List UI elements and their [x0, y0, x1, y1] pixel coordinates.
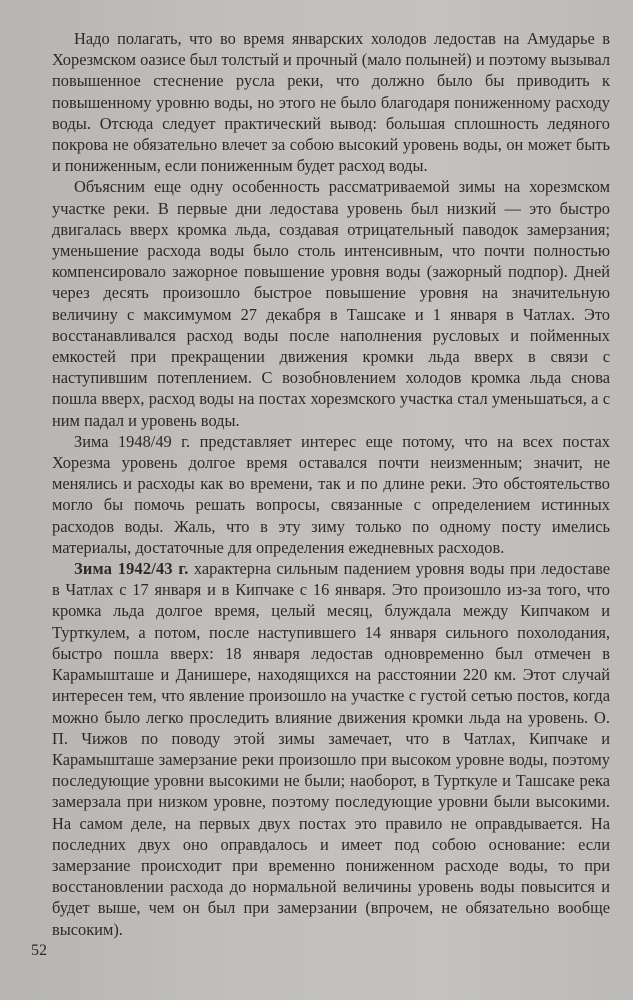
- paragraph-2: [52, 176, 610, 430]
- paragraph-1-text: Надо полагать, что во время январских холодов ледостав на Амударье в Хорезмском оазисе был толстый и прочный (мало полыней) и поэтому вызывал повышенное стеснение русла реки, что должно было бы приводить к повышенному уровню воды, но этого не было благодаря пониженному расходу воды. Отсюда следует практический вывод: большая сплошность ледяного покрова не обязательно влечет за собою высокий уровень воды, он может быть и пониженным, если пониженным будет расход воды.: [52, 29, 610, 176]
- paragraph-1: [52, 28, 610, 176]
- body-text: [52, 28, 610, 940]
- paragraph-3: [52, 431, 610, 558]
- paragraph-2-text: Объясним еще одну особенность рассматриваемой зимы на хорезмском участке реки. В первые дни ледостава уровень был низкий — это быстро двигалась вверх кромка льда, создавая отрицательный паводок замерзания; уменьшение расхода воды было столь интенсивным, что почти полностью компенсировало зажорное повышение уровня воды (зажорный подпор). Дней через десять произошло быстрое повышение уровня на значительную величину с максимумом 27 декабря в Ташсаке и 1 января в Чатлах. Это восстанавливался расход воды после наполнения русловых и пойменных емкостей при прекращении движения кромки льда вверх в связи с наступившим потеплением. С возобновлением холодов кромка льда снова пошла вверх, расход воды на постах хорезмского участка стал уменьшаться, а с ним падал и уровень воды.: [52, 177, 610, 430]
- paragraph-4-text: характерна сильным падением уровня воды при ледоставе в Чатлах с 17 января и в Кипчаке с 16 января. Это произошло из-за того, что кромка льда долгое время, целый месяц, блуждала между Кипчаком и Турткулем, а потом, после наступившего 14 января сильного похолодания, быстро пошла вверх: 18 января ледостав одновременно был отмечен в Карамышташе и Данишере, находящихся на расстоянии 220 км. Этот случай интересен тем, что явление произошло на участке с густой сетью постов, когда можно было легко проследить влияние движения кромки льда на уровень. О. П. Чижов по поводу этой зимы замечает, что в Чатлах, Кипчаке и Карамышташе замерзание реки произошло при высоком уровне воды, поэтому последующие уровни высокими не были; наоборот, в Турткуле и Ташсаке река замерзала при низком уровне, поэтому последующие уровни были высокими. На самом деле, на первых двух постах это правило не оправдывается. На последних двух оно оправдалось и имеет под собою основание: если замерзание происходит при временно пониженном расходе воды, то при восстановлении расхода до нормальной величины уровень воды повысится и будет выше, чем он был при замерзании (впрочем, не обязательно вообще высоким).: [52, 559, 610, 939]
- paragraph-4: [52, 558, 610, 940]
- paragraph-3-text: Зима 1948/49 г. представляет интерес еще потому, что на всех постах Хорезма уровень долгое время оставался почти неизменным; значит, не менялись и расходы как во времени, так и по длине реки. Это обстоятельство могло бы помочь решать вопросы, связанные с определением истинных расходов воды. Жаль, что в эту зиму только по одному посту имелись материалы, достаточные для определения ежедневных расходов.: [52, 431, 610, 557]
- page-number: 52: [31, 942, 47, 959]
- paragraph-4-lead: Зима 1942/43 г.: [74, 559, 189, 579]
